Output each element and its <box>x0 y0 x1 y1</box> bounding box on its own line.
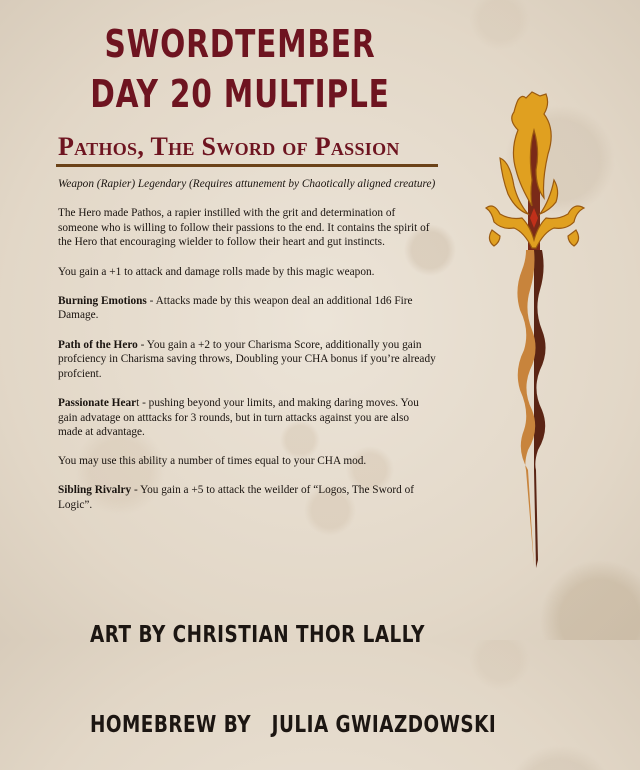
feature-passionate-heart <box>58 396 436 440</box>
credit-homebrew: HOMEBREW BY JULIA GWIAZDOWSKI <box>90 712 497 738</box>
item-description-block <box>58 177 436 527</box>
title-day: DAY 20 MULTIPLE <box>90 72 390 116</box>
item-lore: The Hero made Pathos, a rapier instilled with the grit and determination of someone who is willing to follow their passions to the end. It contains the spirit of the Hero that encouraging wielder to follow their heart and gut instincts. <box>58 207 430 249</box>
item-bonus: You gain a +1 to attack and damage rolls made by this magic weapon. <box>58 265 375 278</box>
sword-illustration <box>470 90 600 580</box>
blade-light <box>517 250 535 566</box>
divider-rule <box>56 164 438 167</box>
feature-sibling-rivalry <box>58 483 436 512</box>
feature-name-suffix: t <box>136 396 140 409</box>
feature-name: Burning Emotions <box>58 294 147 307</box>
feature-path-of-the-hero <box>58 338 436 382</box>
item-meta: Weapon (Rapier) Legendary (Requires attunement by Chaotically aligned creature) <box>58 178 436 190</box>
feature-text: - pushing beyond your limits, and making daring moves. You gain advatage on atttacks for 3 rounds, but in turn attacks against you are also made at advantage. <box>58 396 419 439</box>
feature-name: Sibling Rivalry <box>58 484 132 497</box>
title-swordtember: SWORDTEMBER <box>104 22 376 66</box>
blade-dark <box>534 250 546 568</box>
feature-text: - Attacks made by this weapon deal an additional 1d6 Fire Damage. <box>58 294 413 322</box>
item-name: Pathos, The Sword of Passion <box>58 132 400 161</box>
feature-name: Path of the Hero <box>58 338 138 351</box>
credits <box>90 560 497 770</box>
item-usage: You may use this ability a number of times equal to your CHA mod. <box>58 455 367 468</box>
feature-text: - You gain a +2 to your Charisma Score, additionally you gain profciency in Charisma saving throws, Doubling your CHA bonus if you’re already profcient. <box>58 338 436 380</box>
credit-art: ART BY CHRISTIAN THOR LALLY <box>90 622 425 648</box>
feature-burning-emotions <box>58 294 436 323</box>
feature-text: - You gain a +5 to attack the weilder of “Logos, The Sword of Logic”. <box>58 484 415 512</box>
feature-name: Passionate Hear <box>58 396 137 409</box>
